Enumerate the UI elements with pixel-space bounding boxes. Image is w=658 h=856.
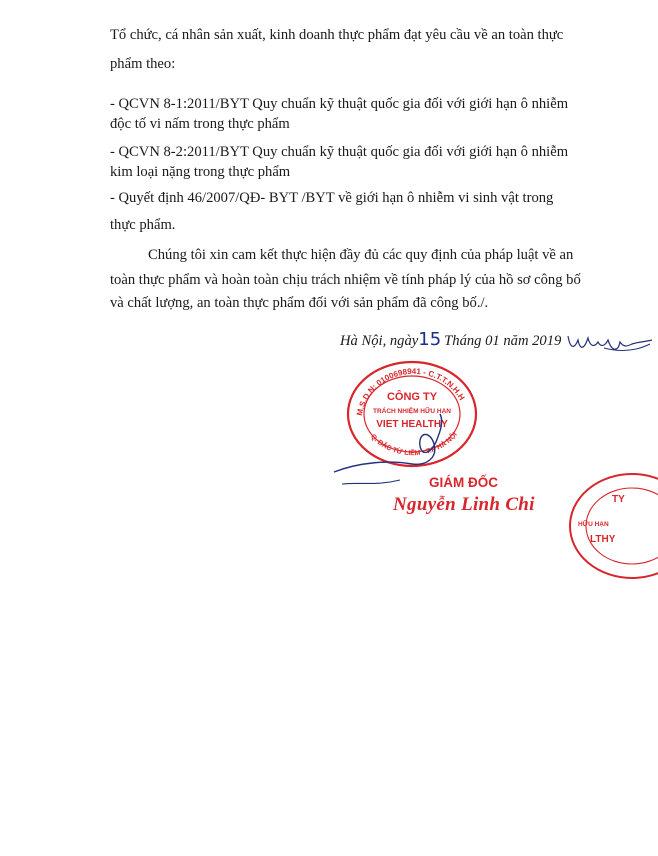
date-suffix: Tháng 01 năm 2019 [444, 333, 562, 349]
stamp-line-1: CÔNG TY [386, 391, 438, 403]
date-day: 15 [418, 329, 442, 350]
commitment-line-2: toàn thực phẩm và hoàn toàn chịu trách nhiệm về tính pháp lý của hồ sơ công bố [110, 272, 581, 288]
intro-line-1: Tổ chức, cá nhân sản xuất, kinh doanh thực phẩm đạt yêu cầu về an toàn thực [110, 27, 564, 43]
item-1-line-1: - QCVN 8-1:2011/BYT Quy chuẩn kỹ thuật quốc gia đối với giới hạn ô nhiễm [110, 96, 569, 112]
intro-line-2: phẩm theo: [110, 56, 176, 72]
commitment-line-3: và chất lượng, an toàn thực phẩm đối với sản phẩm đã công bố./. [110, 295, 489, 311]
director-name: Nguyễn Linh Chi [393, 494, 535, 515]
stamp-ring-bottom: Q. BẮC TỪ LIÊM - T.P HÀ NỘI [368, 431, 459, 458]
item-3-line-2: thực phẩm. [110, 217, 176, 233]
commitment-line-1: Chúng tôi xin cam kết thực hiện đầy đủ các quy định của pháp luật về an [148, 247, 574, 263]
partial-stamp [568, 468, 658, 588]
stamp-ring-text: M.S.D.N: 0100698941 - C.T.T.N.H.H [355, 366, 467, 417]
stamp-line-2: TRÁCH NHIỆM HỮU HẠN [373, 408, 451, 415]
item-2-line-2: kim loại nặng trong thực phẩm [110, 164, 291, 180]
director-title: GIÁM ĐỐC [429, 475, 498, 490]
svg-text:LTHY: LTHY [590, 534, 616, 545]
date-prefix: Hà Nội, ngày [340, 333, 419, 349]
initials-scribble [564, 328, 654, 358]
date-line [340, 330, 561, 351]
item-3-line-1: - Quyết định 46/2007/QĐ- BYT /BYT về giới hạn ô nhiễm vi sinh vật trong [110, 190, 554, 206]
svg-text:TY: TY [612, 494, 625, 505]
item-1-line-2: độc tố vi nấm trong thực phẩm [110, 116, 290, 132]
item-2-line-1: - QCVN 8-2:2011/BYT Quy chuẩn kỹ thuật quốc gia đối với giới hạn ô nhiễm [110, 144, 569, 160]
stamp-line-3: VIET HEALTHY [376, 419, 448, 430]
svg-text:HỮU HẠN: HỮU HẠN [578, 521, 609, 528]
